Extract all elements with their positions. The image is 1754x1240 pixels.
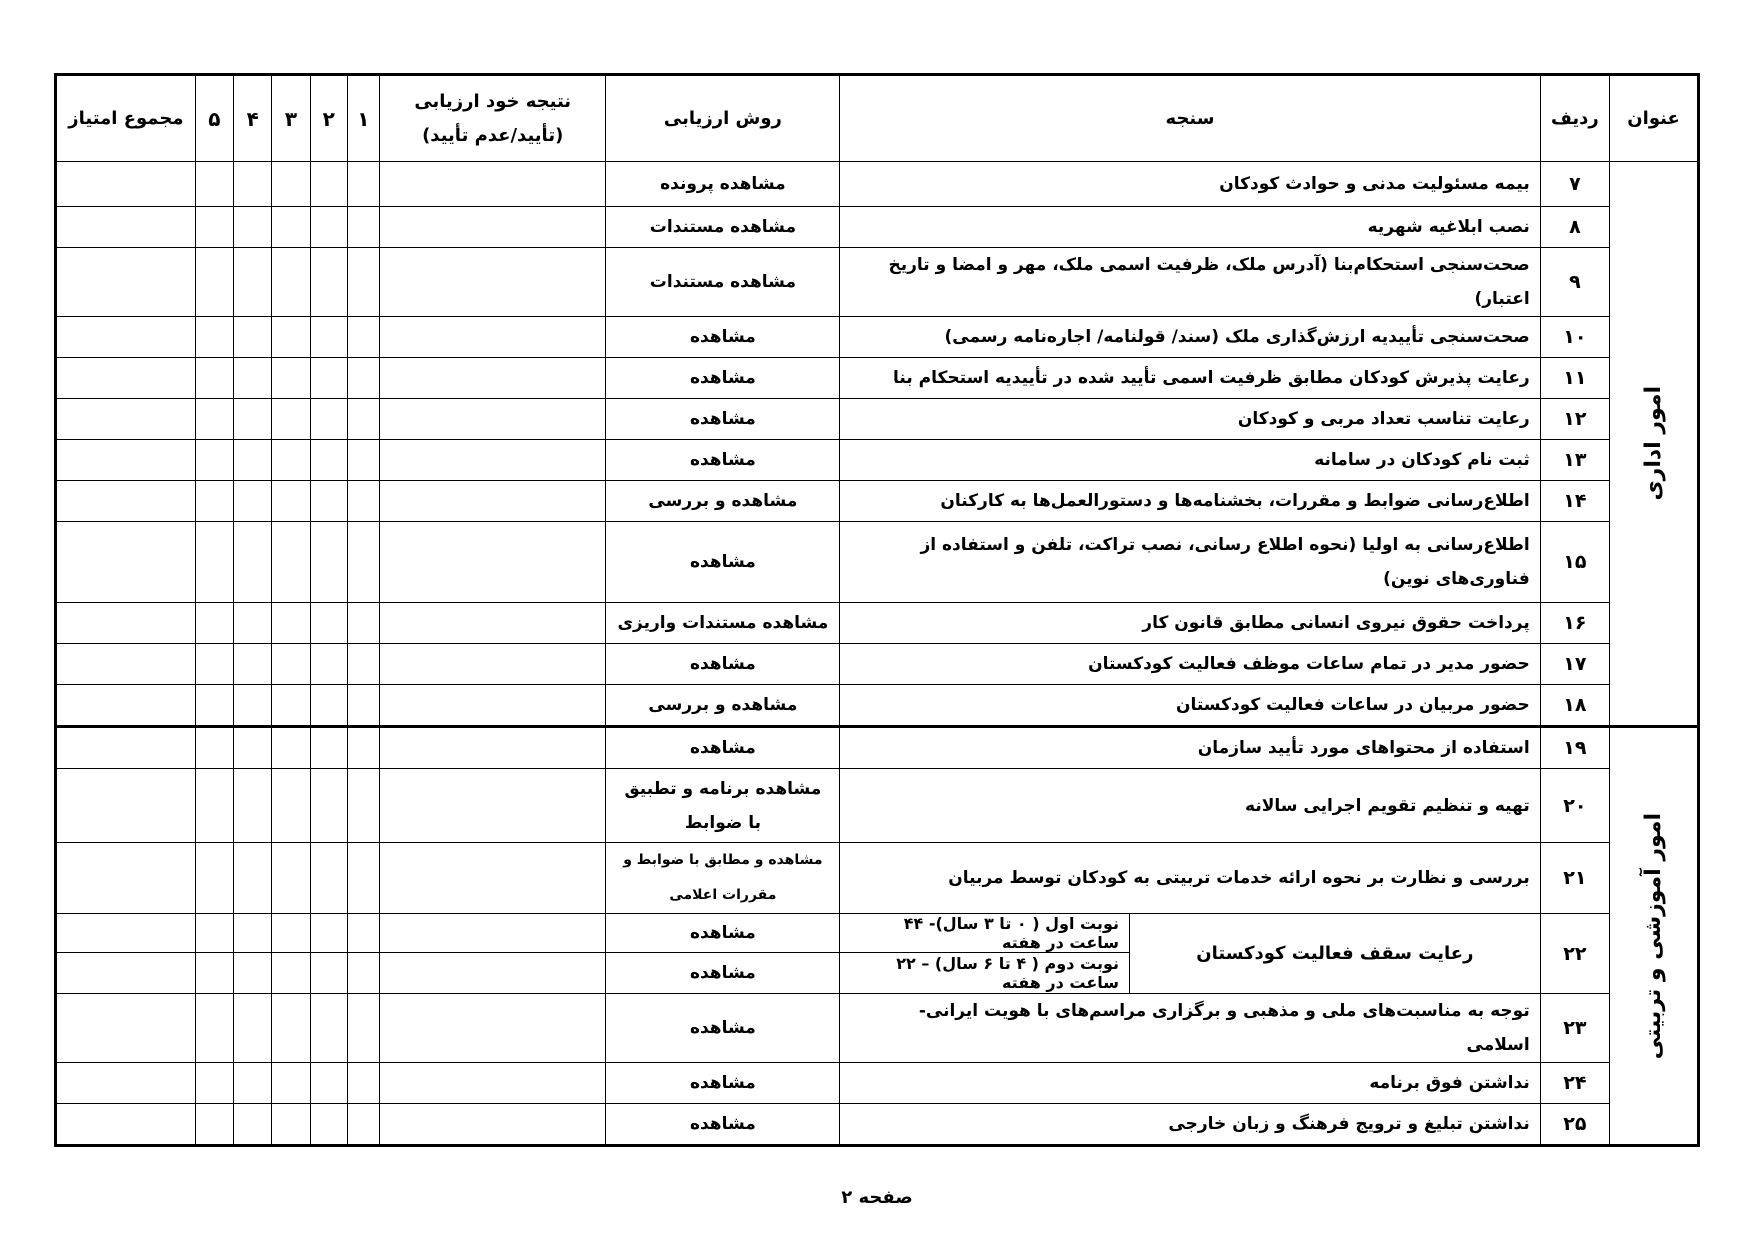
score-4-cell[interactable]: [234, 769, 272, 843]
evaluation-method: مشاهده: [606, 399, 840, 440]
total-score-cell[interactable]: [56, 843, 196, 914]
self-evaluation-cell[interactable]: [379, 994, 606, 1063]
score-4-cell[interactable]: [234, 440, 272, 481]
table-row: [56, 481, 1699, 522]
evaluation-table: [54, 73, 1700, 1147]
self-evaluation-cell[interactable]: [379, 953, 606, 994]
evaluation-method: مشاهده: [606, 994, 840, 1063]
score-1-cell[interactable]: [347, 644, 379, 685]
score-1-cell[interactable]: [347, 914, 379, 953]
score-1-cell[interactable]: [347, 162, 379, 207]
group-label-educational: امور آموزشی و تربیتی: [1641, 812, 1667, 1060]
row-number: ۱۴: [1540, 481, 1609, 522]
score-1-cell[interactable]: [347, 994, 379, 1063]
score-1-cell[interactable]: [347, 769, 379, 843]
score-1-cell[interactable]: [347, 248, 379, 317]
measure-title: بررسی و نظارت بر نحوه ارائه خدمات تربیتی به کودکان توسط مربیان: [840, 843, 1540, 914]
measure-title: نداشتن تبلیغ و ترویج فرهنگ و زبان خارجی: [840, 1104, 1540, 1146]
score-1-cell[interactable]: [347, 685, 379, 727]
table-row: [56, 603, 1699, 644]
header-measure: سنجه: [840, 75, 1540, 162]
self-evaluation-cell[interactable]: [379, 727, 606, 769]
total-score-cell[interactable]: [56, 644, 196, 685]
score-5-cell[interactable]: [195, 953, 233, 994]
row-number: ۷: [1540, 162, 1609, 207]
score-1-cell[interactable]: [347, 440, 379, 481]
score-2-cell[interactable]: [310, 1063, 347, 1104]
evaluation-method: مشاهده مستندات واریزی: [606, 603, 840, 644]
score-4-cell[interactable]: [234, 317, 272, 358]
group-cell-administrative: [1610, 162, 1699, 727]
total-score-cell[interactable]: [56, 522, 196, 603]
score-4-cell[interactable]: [234, 914, 272, 953]
measure-title: رعایت پذیرش کودکان مطابق ظرفیت اسمی تأیید شده در تأییدیه استحکام بنا: [840, 358, 1540, 399]
score-5-cell[interactable]: [195, 399, 233, 440]
evaluation-method: مشاهده و مطابق با ضوابط و مقررات اعلامی: [606, 843, 840, 914]
score-3-cell[interactable]: [272, 685, 310, 727]
row-number: ۱۹: [1540, 727, 1609, 769]
score-1-cell[interactable]: [347, 207, 379, 248]
total-score-cell[interactable]: [56, 769, 196, 843]
table-row: [56, 1063, 1699, 1104]
page-number: صفحه ۲: [841, 1187, 913, 1208]
score-2-cell[interactable]: [310, 358, 347, 399]
score-2-cell[interactable]: [310, 1104, 347, 1146]
score-1-cell[interactable]: [347, 727, 379, 769]
score-1-cell[interactable]: [347, 317, 379, 358]
score-4-cell[interactable]: [234, 994, 272, 1063]
row-number: ۱۳: [1540, 440, 1609, 481]
score-3-cell[interactable]: [272, 317, 310, 358]
score-4-cell[interactable]: [234, 358, 272, 399]
score-2-cell[interactable]: [310, 644, 347, 685]
header-score-3: ۳: [272, 75, 310, 162]
score-3-cell[interactable]: [272, 248, 310, 317]
table-row: [56, 358, 1699, 399]
table-row: [56, 162, 1699, 207]
score-1-cell[interactable]: [347, 1063, 379, 1104]
score-1-cell[interactable]: [347, 843, 379, 914]
score-2-cell[interactable]: [310, 317, 347, 358]
measure-title: بیمه مسئولیت مدنی و حوادث کودکان: [840, 162, 1540, 207]
evaluation-method: مشاهده: [606, 727, 840, 769]
score-4-cell[interactable]: [234, 162, 272, 207]
sub-measure-title: نوبت اول ( ۰ تا ۳ سال)- ۴۴ ساعت در هفته: [840, 914, 1130, 953]
score-5-cell[interactable]: [195, 162, 233, 207]
score-5-cell[interactable]: [195, 685, 233, 727]
score-4-cell[interactable]: [234, 248, 272, 317]
score-2-cell[interactable]: [310, 522, 347, 603]
measure-title: استفاده از محتواهای مورد تأیید سازمان: [840, 727, 1540, 769]
total-score-cell[interactable]: [56, 207, 196, 248]
evaluation-method: مشاهده: [606, 1063, 840, 1104]
score-2-cell[interactable]: [310, 603, 347, 644]
score-3-cell[interactable]: [272, 1063, 310, 1104]
total-score-cell[interactable]: [56, 1104, 196, 1146]
score-4-cell[interactable]: [234, 685, 272, 727]
score-2-cell[interactable]: [310, 481, 347, 522]
header-self-evaluation: [379, 75, 606, 162]
measure-title: صحت‌سنجی استحکام‌بنا (آدرس ملک، ظرفیت اسمی ملک، مهر و امضا و تاریخ اعتبار): [840, 248, 1540, 317]
evaluation-method: مشاهده پرونده: [606, 162, 840, 207]
score-3-cell[interactable]: [272, 727, 310, 769]
table-row: [56, 914, 1699, 953]
evaluation-method: مشاهده: [606, 953, 840, 994]
score-2-cell[interactable]: [310, 769, 347, 843]
table-row: [56, 248, 1699, 317]
score-5-cell[interactable]: [195, 440, 233, 481]
evaluation-method: مشاهده برنامه و تطبیق با ضوابط: [606, 769, 840, 843]
row-number: ۱۱: [1540, 358, 1609, 399]
total-score-cell[interactable]: [56, 1063, 196, 1104]
self-evaluation-cell[interactable]: [379, 522, 606, 603]
score-1-cell[interactable]: [347, 603, 379, 644]
measure-title: اطلاع‌رسانی ضوابط و مقررات، بخشنامه‌ها و دستورالعمل‌ها به کارکنان: [840, 481, 1540, 522]
table-row: [56, 207, 1699, 248]
score-5-cell[interactable]: [195, 644, 233, 685]
table-row: [56, 769, 1699, 843]
total-score-cell[interactable]: [56, 953, 196, 994]
score-1-cell[interactable]: [347, 358, 379, 399]
self-evaluation-cell[interactable]: [379, 399, 606, 440]
score-5-cell[interactable]: [195, 769, 233, 843]
measure-title: حضور مدیر در تمام ساعات موظف فعالیت کودکستان: [840, 644, 1540, 685]
score-3-cell[interactable]: [272, 162, 310, 207]
measure-title: ثبت نام کودکان در سامانه: [840, 440, 1540, 481]
row-number: ۱۶: [1540, 603, 1609, 644]
table-body: [56, 162, 1699, 1146]
score-4-cell[interactable]: [234, 953, 272, 994]
table-row: [56, 843, 1699, 914]
score-3-cell[interactable]: [272, 440, 310, 481]
measure-title: نصب ابلاغیه شهریه: [840, 207, 1540, 248]
measure-title: پرداخت حقوق نیروی انسانی مطابق قانون کار: [840, 603, 1540, 644]
score-1-cell[interactable]: [347, 522, 379, 603]
self-evaluation-cell[interactable]: [379, 358, 606, 399]
measure-title: توجه به مناسبت‌های ملی و مذهبی و برگزاری مراسم‌های با هویت ایرانی- اسلامی: [840, 994, 1540, 1063]
score-2-cell[interactable]: [310, 843, 347, 914]
self-evaluation-cell[interactable]: [379, 644, 606, 685]
score-3-cell[interactable]: [272, 481, 310, 522]
score-3-cell[interactable]: [272, 953, 310, 994]
score-3-cell[interactable]: [272, 914, 310, 953]
self-evaluation-cell[interactable]: [379, 162, 606, 207]
table-row: [56, 399, 1699, 440]
row-number: ۸: [1540, 207, 1609, 248]
evaluation-method: مشاهده: [606, 522, 840, 603]
score-2-cell[interactable]: [310, 399, 347, 440]
evaluation-method: مشاهده: [606, 1104, 840, 1146]
self-evaluation-cell[interactable]: [379, 685, 606, 727]
total-score-cell[interactable]: [56, 481, 196, 522]
self-evaluation-cell[interactable]: [379, 207, 606, 248]
score-5-cell[interactable]: [195, 522, 233, 603]
score-2-cell[interactable]: [310, 914, 347, 953]
score-5-cell[interactable]: [195, 727, 233, 769]
score-4-cell[interactable]: [234, 1063, 272, 1104]
score-2-cell[interactable]: [310, 727, 347, 769]
row-number: ۱۸: [1540, 685, 1609, 727]
score-2-cell[interactable]: [310, 953, 347, 994]
row-number: ۲۰: [1540, 769, 1609, 843]
header-self-evaluation-line1: نتیجه خود ارزیابی: [414, 90, 572, 112]
score-3-cell[interactable]: [272, 207, 310, 248]
score-5-cell[interactable]: [195, 317, 233, 358]
self-evaluation-cell[interactable]: [379, 248, 606, 317]
measure-title: رعایت سقف فعالیت کودکستان: [1129, 914, 1540, 994]
header-score-4: ۴: [234, 75, 272, 162]
score-4-cell[interactable]: [234, 207, 272, 248]
total-score-cell[interactable]: [56, 317, 196, 358]
score-4-cell[interactable]: [234, 644, 272, 685]
score-2-cell[interactable]: [310, 440, 347, 481]
table-row: [56, 317, 1699, 358]
header-score-1: ۱: [347, 75, 379, 162]
score-2-cell[interactable]: [310, 685, 347, 727]
self-evaluation-cell[interactable]: [379, 843, 606, 914]
score-3-cell[interactable]: [272, 644, 310, 685]
self-evaluation-cell[interactable]: [379, 481, 606, 522]
score-5-cell[interactable]: [195, 481, 233, 522]
header-score-2: ۲: [310, 75, 347, 162]
score-3-cell[interactable]: [272, 522, 310, 603]
self-evaluation-cell[interactable]: [379, 317, 606, 358]
self-evaluation-cell[interactable]: [379, 914, 606, 953]
row-number: ۹: [1540, 248, 1609, 317]
table-row: [56, 644, 1699, 685]
evaluation-method: مشاهده و بررسی: [606, 481, 840, 522]
score-5-cell[interactable]: [195, 1104, 233, 1146]
score-3-cell[interactable]: [272, 399, 310, 440]
total-score-cell[interactable]: [56, 994, 196, 1063]
total-score-cell[interactable]: [56, 162, 196, 207]
self-evaluation-cell[interactable]: [379, 769, 606, 843]
score-4-cell[interactable]: [234, 522, 272, 603]
row-number: ۱۲: [1540, 399, 1609, 440]
score-3-cell[interactable]: [272, 1104, 310, 1146]
score-5-cell[interactable]: [195, 843, 233, 914]
row-number: ۱۵: [1540, 522, 1609, 603]
measure-title: صحت‌سنجی تأییدیه ارزش‌گذاری ملک (سند/ قولنامه/ اجاره‌نامه رسمی): [840, 317, 1540, 358]
score-5-cell[interactable]: [195, 994, 233, 1063]
measure-title: تهیه و تنظیم تقویم اجرایی سالانه: [840, 769, 1540, 843]
evaluation-method: مشاهده مستندات: [606, 207, 840, 248]
self-evaluation-cell[interactable]: [379, 1104, 606, 1146]
score-4-cell[interactable]: [234, 1104, 272, 1146]
evaluation-method: مشاهده: [606, 644, 840, 685]
score-5-cell[interactable]: [195, 603, 233, 644]
row-number: ۲۳: [1540, 994, 1609, 1063]
total-score-cell[interactable]: [56, 358, 196, 399]
table-row: [56, 522, 1699, 603]
header-row-number: ردیف: [1540, 75, 1609, 162]
group-label-administrative: امور اداری: [1641, 386, 1667, 501]
score-4-cell[interactable]: [234, 603, 272, 644]
table-row: [56, 1104, 1699, 1146]
table-row: [56, 727, 1699, 769]
total-score-cell[interactable]: [56, 914, 196, 953]
score-1-cell[interactable]: [347, 481, 379, 522]
score-2-cell[interactable]: [310, 994, 347, 1063]
total-score-cell[interactable]: [56, 399, 196, 440]
evaluation-method: مشاهده: [606, 914, 840, 953]
row-number: ۲۴: [1540, 1063, 1609, 1104]
total-score-cell[interactable]: [56, 685, 196, 727]
score-5-cell[interactable]: [195, 207, 233, 248]
evaluation-method: مشاهده و بررسی: [606, 685, 840, 727]
table-row: [56, 685, 1699, 727]
score-2-cell[interactable]: [310, 162, 347, 207]
self-evaluation-cell[interactable]: [379, 603, 606, 644]
group-cell-educational: [1610, 727, 1699, 1146]
evaluation-method: مشاهده: [606, 317, 840, 358]
total-score-cell[interactable]: [56, 440, 196, 481]
header-score-5: ۵: [195, 75, 233, 162]
row-number: ۲۲: [1540, 914, 1609, 994]
score-4-cell[interactable]: [234, 399, 272, 440]
score-3-cell[interactable]: [272, 603, 310, 644]
score-1-cell[interactable]: [347, 1104, 379, 1146]
score-3-cell[interactable]: [272, 358, 310, 399]
score-5-cell[interactable]: [195, 358, 233, 399]
score-2-cell[interactable]: [310, 248, 347, 317]
score-3-cell[interactable]: [272, 843, 310, 914]
score-4-cell[interactable]: [234, 481, 272, 522]
evaluation-method: مشاهده: [606, 440, 840, 481]
sub-measure-title: نوبت دوم ( ۴ تا ۶ سال) – ۲۲ ساعت در هفته: [840, 953, 1130, 994]
measure-title: نداشتن فوق برنامه: [840, 1063, 1540, 1104]
table-row: [56, 440, 1699, 481]
header-title: عنوان: [1610, 75, 1699, 162]
total-score-cell[interactable]: [56, 248, 196, 317]
self-evaluation-cell[interactable]: [379, 440, 606, 481]
header-self-evaluation-line2: (تأیید/عدم تأیید): [422, 124, 564, 146]
score-2-cell[interactable]: [310, 207, 347, 248]
score-4-cell[interactable]: [234, 843, 272, 914]
score-3-cell[interactable]: [272, 994, 310, 1063]
evaluation-method: مشاهده مستندات: [606, 248, 840, 317]
row-number: ۲۵: [1540, 1104, 1609, 1146]
row-number: ۱۷: [1540, 644, 1609, 685]
score-5-cell[interactable]: [195, 914, 233, 953]
score-1-cell[interactable]: [347, 399, 379, 440]
score-3-cell[interactable]: [272, 769, 310, 843]
header-total-score: مجموع امتیاز: [56, 75, 196, 162]
total-score-cell[interactable]: [56, 727, 196, 769]
score-1-cell[interactable]: [347, 953, 379, 994]
self-evaluation-cell[interactable]: [379, 1063, 606, 1104]
row-number: ۱۰: [1540, 317, 1609, 358]
evaluation-method: مشاهده: [606, 358, 840, 399]
measure-title: حضور مربیان در ساعات فعالیت کودکستان: [840, 685, 1540, 727]
table-header-row: [56, 75, 1699, 162]
score-4-cell[interactable]: [234, 727, 272, 769]
row-number: ۲۱: [1540, 843, 1609, 914]
header-method: روش ارزیابی: [606, 75, 840, 162]
measure-title: اطلاع‌رسانی به اولیا (نحوه اطلاع رسانی، نصب تراکت، تلفن و استفاده از فناوری‌های نوین): [840, 522, 1540, 603]
table-row: [56, 994, 1699, 1063]
measure-title: رعایت تناسب تعداد مربی و کودکان: [840, 399, 1540, 440]
score-5-cell[interactable]: [195, 248, 233, 317]
score-5-cell[interactable]: [195, 1063, 233, 1104]
total-score-cell[interactable]: [56, 603, 196, 644]
